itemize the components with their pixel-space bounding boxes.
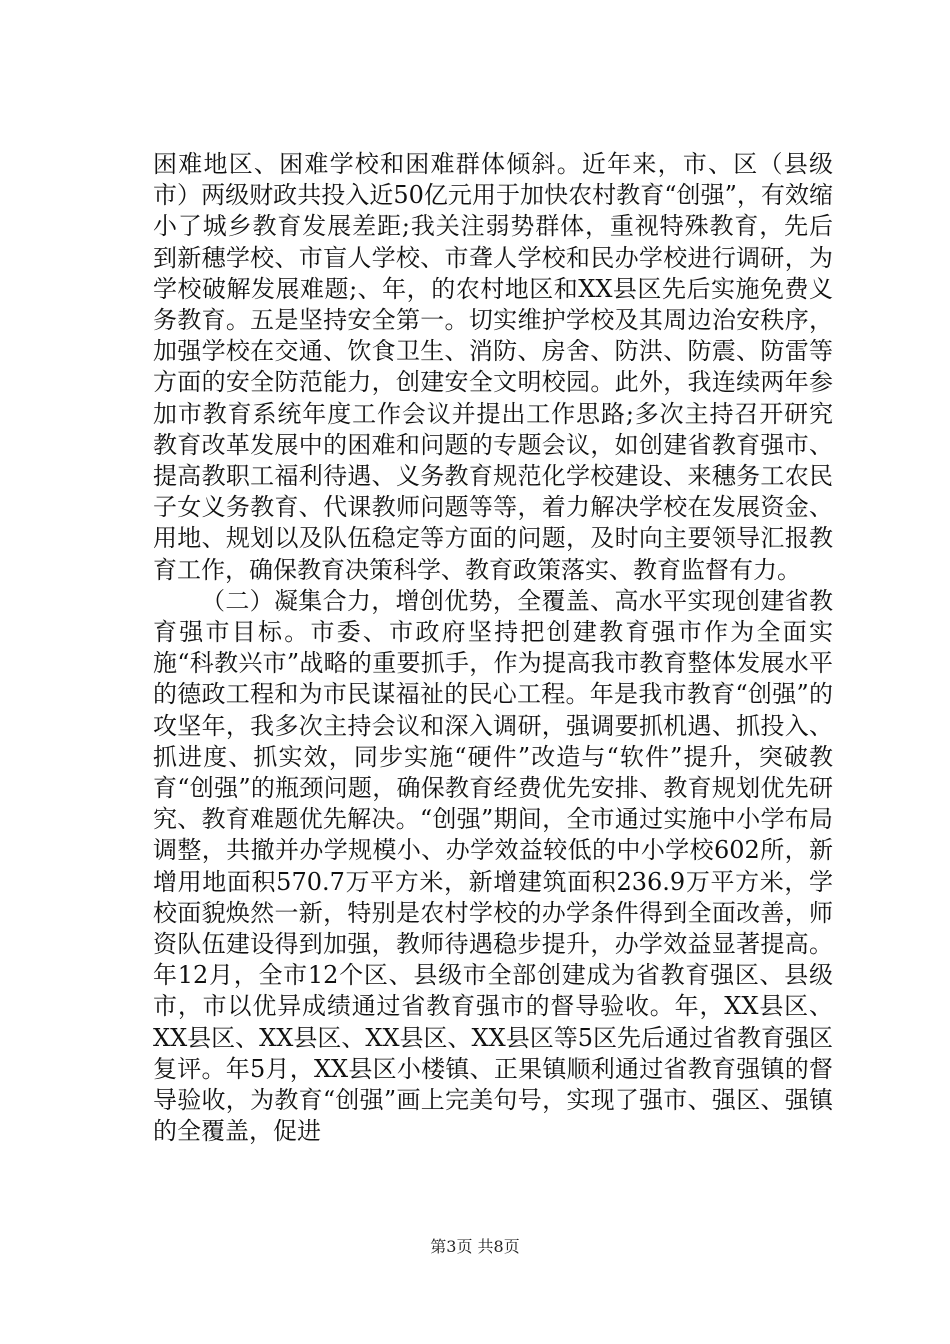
body-text — [153, 149, 833, 1148]
paragraph-1: 困难地区、困难学校和困难群体倾斜。近年来，市、区（县级市）两级财政共投入近50亿元用于加快农村教育“创强”，有效缩小了城乡教育发展差距;我关注弱势群体，重视特殊教育，先后到新穗学校、市盲人学校、市聋人学校和民办学校进行调研，为学校破解发展难题;、年，的农村地区和XX县区先后实施免费义务教育。五是坚持安全第一。切实维护学校及其周边治安秩序，加强学校在交通、饮食卫生、消防、房舍、防洪、防震、防雷等方面的安全防范能力，创建安全文明校园。此外，我连续两年参加市教育系统年度工作会议并提出工作思路;多次主持召开研究教育改革发展中的困难和问题的专题会议，如创建省教育强市、提高教职工福利待遇、义务教育规范化学校建设、来穗务工农民子女义务教育、代课教师问题等等，着力解决学校在发展资金、用地、规划以及队伍稳定等方面的问题，及时向主要领导汇报教育工作，确保教育决策科学、教育政策落实、教育监督有力。 — [153, 150, 833, 584]
page-footer: 第3页 共8页 — [430, 1237, 520, 1256]
paragraph-2: （二）凝集合力，增创优势，全覆盖、高水平实现创建省教育强市目标。市委、市政府坚持把创建教育强市作为全面实施“科教兴市”战略的重要抓手，作为提高我市教育整体发展水平的德政工程和为市民谋福祉的民心工程。年是我市教育“创强”的攻坚年，我多次主持会议和深入调研，强调要抓机遇、抓投入、抓进度、抓实效，同步实施“硬件”改造与“软件”提升，突破教育“创强”的瓶颈问题，确保教育经费优先安排、教育规划优先研究、教育难题优先解决。“创强”期间，全市通过实施中小学布局调整，共撤并办学规模小、办学效益较低的中小学校602所，新增用地面积570.7万平方米，新增建筑面积236.9万平方米，学校面貌焕然一新，特别是农村学校的办学条件得到全面改善，师资队伍建设得到加强，教师待遇稳步提升，办学效益显著提高。年12月，全市12个区、县级市全部创建成为省教育强区、县级市，市以优异成绩通过省教育强市的督导验收。年，XX县区、XX县区、XX县区、XX县区、XX县区等5区先后通过省教育强区复评。年5月，XX县区小楼镇、正果镇顺利通过省教育强镇的督导验收，为教育“创强”画上完美句号，实现了强市、强区、强镇的全覆盖，促进 — [153, 586, 833, 1146]
